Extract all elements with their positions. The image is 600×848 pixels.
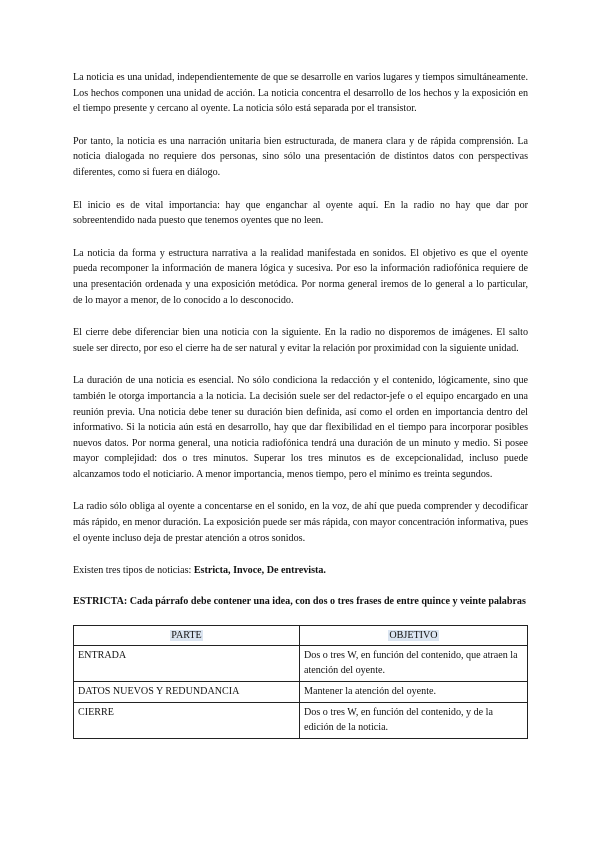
table-cell-parte: CIERRE [74,703,300,739]
news-types-sentence [73,563,528,579]
table-cell-objetivo: Dos o tres W, en función del contenido, que atraen la atención del oyente. [300,646,528,682]
table-header-objetivo [300,626,528,646]
paragraph-narracion: Por tanto, la noticia es una narración unitaria bien estructurada, de manera clara y de rápida comprensión. La noticia dialogada no requiere dos personas, sino sólo una presentación de distintos datos con perspectivas diferentes, como si fuera en diálogo. [73,135,528,178]
table-cell-parte: ENTRADA [74,646,300,682]
table-header-parte [74,626,300,646]
table-row [74,703,528,739]
paragraph-duracion: La duración de una noticia es esencial. No sólo condiciona la redacción y el contenido, lógicamente, sino que también le otorga importancia a la noticia. La decisión suele ser del redactor-jefe o el equipo encargado en una reunión previa. Una noticia debe tener su duración bien definida, así como el orden en importancia dentro del informativo. Si la noticia aún está en desarrollo, hay que dar flexibilidad en el tiempo para incorporar posibles nuevos datos. Por norma general, una noticia radiofónica tendrá una duración de un minuto y medio. Si posee mayor complejidad: dos o tres minutos. Superar los tres minutos es de excepcionalidad, incluso puede alcanzamos todo el noticiario. A menor importancia, menos tiempo, pero el mínimo es treinta segundos. [73,375,528,480]
table-header-label: PARTE [171,630,202,642]
paragraph-inicio: El inicio es de vital importancia: hay que enganchar al oyente aquí. En la radio no hay que dar por sobreentendido nada puesto que tenemos oyentes que no leen. [73,199,528,227]
news-types-lead: Existen tres tipos de noticias: [73,565,194,577]
table-row [74,682,528,703]
news-types-list: Estricta, Invoce, De entrevista. [193,565,326,577]
estricta-heading: ESTRICTA: Cada párrafo debe contener una idea, con dos o tres frases de entre quince y veinte palabras [73,595,526,607]
paragraph-oyente: La radio sólo obliga al oyente a concentarse en el sonido, en la voz, de ahí que pueda comprender y decodificar más rápido, en menor duración. La exposición puede ser más rápida, con mayor concentración informativa, pues el oyente incluso deja de prestar atención a otros sonidos. [73,501,528,544]
parts-table [73,625,528,739]
table-cell-parte: DATOS NUEVOS Y REDUNDANCIA [74,682,300,703]
table-row [74,646,528,682]
paragraph-cierre: El cierre debe diferenciar bien una noticia con la siguiente. En la radio no disporemos de imágenes. El salto suele ser directo, por eso el cierre ha de ser natural y evitar la relación por proximidad con la siguiente unidad. [73,327,528,354]
paragraph-unidad: La noticia es una unidad, independientemente de que se desarrolle en varios lugares y tiempos simultáneamente. Los hechos componen una unidad de acción. La noticia concentra el desarrollo de los hechos y la exposición en el tiempo presente y cercano al oyente. La noticia sólo está separada por el transistor. [73,72,528,115]
table-header-label: OBJETIVO [389,630,438,642]
table-header-row [74,626,528,646]
table-cell-objetivo: Mantener la atención del oyente. [300,682,528,703]
table-cell-objetivo: Dos o tres W, en función del contenido, y de la edición de la noticia. [300,703,528,739]
paragraph-estructura: La noticia da forma y estructura narrativa a la realidad manifestada en sonidos. El objetivo es que el oyente pueda recomponer la información de manera lógica y sucesiva. Por eso la información radiofónica requiere de una presentación ordenada y una exposición metódica. Por norma general iremos de lo general a lo particular, de lo mayor a menor, de lo conocido a lo desconocido. [73,247,528,306]
